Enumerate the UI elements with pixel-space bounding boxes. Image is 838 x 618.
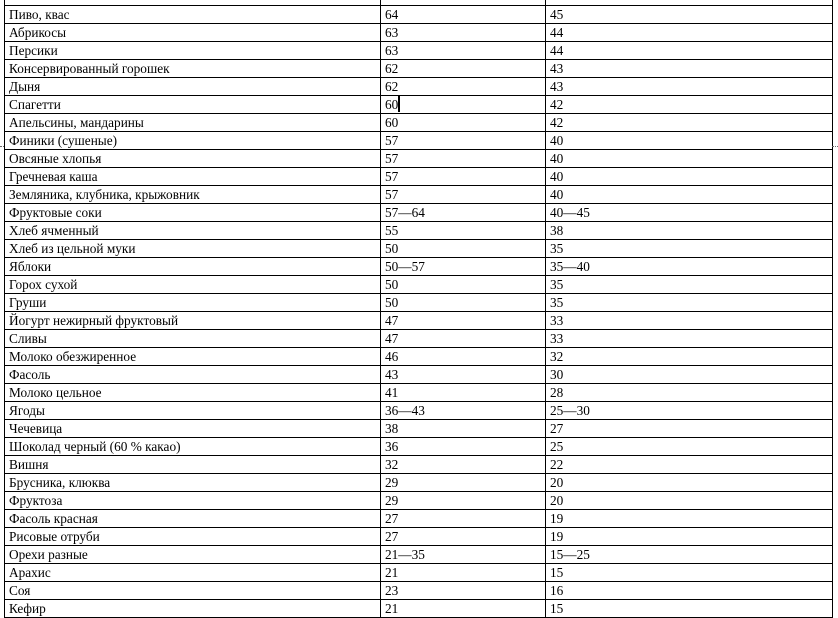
table-row (5, 60, 833, 78)
table-row (5, 510, 833, 528)
product-cell[interactable]: Ягоды (5, 402, 381, 420)
gi-value-cell[interactable]: 50 (381, 294, 546, 312)
gi-value-cell[interactable]: 21—35 (381, 546, 546, 564)
table-row (5, 600, 833, 618)
gl-value-cell[interactable]: 40—45 (546, 204, 833, 222)
gi-value-cell[interactable]: 64 (381, 6, 546, 24)
product-cell[interactable]: Консервированный горошек (5, 60, 381, 78)
gl-value-cell[interactable]: 45 (546, 6, 833, 24)
product-cell[interactable]: Персики (5, 42, 381, 60)
gl-value-cell[interactable]: 15 (546, 564, 833, 582)
gi-value-cell[interactable]: 27 (381, 510, 546, 528)
table-row (5, 240, 833, 258)
gl-value-cell[interactable]: 40 (546, 132, 833, 150)
gl-value-cell[interactable]: 19 (546, 528, 833, 546)
table-row (5, 420, 833, 438)
gi-value-cell[interactable]: 57 (381, 150, 546, 168)
table-row (5, 186, 833, 204)
gi-value-cell[interactable]: 38 (381, 420, 546, 438)
table-row (5, 96, 833, 114)
table-row (5, 474, 833, 492)
gl-value-cell[interactable]: 35—40 (546, 258, 833, 276)
product-cell[interactable]: Финики (сушеные) (5, 132, 381, 150)
page-margin-marker-right (832, 146, 838, 147)
gl-value-cell[interactable]: 35 (546, 294, 833, 312)
product-cell[interactable]: Груши (5, 294, 381, 312)
gi-value-cell[interactable]: 46 (381, 348, 546, 366)
product-cell[interactable]: Апельсины, мандарины (5, 114, 381, 132)
gl-value-cell[interactable]: 33 (546, 330, 833, 348)
gi-value-cell[interactable]: 27 (381, 528, 546, 546)
product-cell[interactable]: Молоко обезжиренное (5, 348, 381, 366)
gl-value-cell[interactable]: 40 (546, 168, 833, 186)
gl-value-cell[interactable]: 43 (546, 78, 833, 96)
product-cell[interactable]: Фасоль красная (5, 510, 381, 528)
product-cell[interactable]: Молоко цельное (5, 384, 381, 402)
gl-value-cell[interactable]: 43 (546, 60, 833, 78)
gi-value-cell[interactable]: 43 (381, 366, 546, 384)
table-row (5, 168, 833, 186)
product-cell[interactable]: Хлеб ячменный (5, 222, 381, 240)
table-row (5, 204, 833, 222)
gl-value-cell[interactable]: 32 (546, 348, 833, 366)
gi-value-cell[interactable]: 32 (381, 456, 546, 474)
product-cell[interactable]: Пиво, квас (5, 6, 381, 24)
gl-value-cell[interactable]: 28 (546, 384, 833, 402)
table-row (5, 276, 833, 294)
gl-value-cell[interactable]: 20 (546, 474, 833, 492)
table-row (5, 114, 833, 132)
product-cell[interactable]: Рисовые отруби (5, 528, 381, 546)
gl-value-cell[interactable]: 33 (546, 312, 833, 330)
gi-value-cell[interactable]: 50 (381, 240, 546, 258)
gi-value-cell[interactable]: 57 (381, 132, 546, 150)
product-cell[interactable]: Овсяные хлопья (5, 150, 381, 168)
gl-value-cell[interactable]: 15 (546, 600, 833, 618)
table-row (5, 312, 833, 330)
gl-value-cell[interactable]: 25—30 (546, 402, 833, 420)
gi-value-cell[interactable]: 62 (381, 60, 546, 78)
gi-value-cell[interactable]: 63 (381, 42, 546, 60)
table-row (5, 294, 833, 312)
gl-value-cell[interactable]: 25 (546, 438, 833, 456)
table-row (5, 42, 833, 60)
product-cell[interactable]: Шоколад черный (60 % какао) (5, 438, 381, 456)
gl-value-cell[interactable]: 42 (546, 96, 833, 114)
table-row (5, 582, 833, 600)
gi-value-cell[interactable]: 29 (381, 474, 546, 492)
gi-value-cell[interactable]: 21 (381, 600, 546, 618)
table-row (5, 456, 833, 474)
product-cell[interactable]: Арахис (5, 564, 381, 582)
table-row (5, 78, 833, 96)
gi-value-cell[interactable]: 41 (381, 384, 546, 402)
product-cell[interactable]: Фруктовые соки (5, 204, 381, 222)
gl-value-cell[interactable]: 44 (546, 42, 833, 60)
gi-value-cell[interactable]: 60 (381, 96, 546, 114)
product-cell[interactable]: Горох сухой (5, 276, 381, 294)
gi-value-cell[interactable]: 29 (381, 492, 546, 510)
table-row (5, 528, 833, 546)
product-cell[interactable]: Чечевица (5, 420, 381, 438)
table-row (5, 222, 833, 240)
gl-value-cell[interactable]: 30 (546, 366, 833, 384)
gi-value-cell[interactable]: 57 (381, 168, 546, 186)
gi-value-cell[interactable]: 47 (381, 312, 546, 330)
gl-value-cell[interactable]: 40 (546, 186, 833, 204)
gi-value-cell[interactable]: 36—43 (381, 402, 546, 420)
gl-value-cell[interactable]: 27 (546, 420, 833, 438)
table-row (5, 438, 833, 456)
table-row (5, 564, 833, 582)
gi-value-cell[interactable]: 50—57 (381, 258, 546, 276)
table-row (5, 402, 833, 420)
gl-value-cell[interactable]: 42 (546, 114, 833, 132)
gi-value-cell[interactable]: 57 (381, 186, 546, 204)
gi-value-cell[interactable]: 60 (381, 114, 546, 132)
gi-value-cell[interactable]: 50 (381, 276, 546, 294)
product-cell[interactable]: Вишня (5, 456, 381, 474)
gl-value-cell[interactable]: 16 (546, 582, 833, 600)
page-margin-marker-left (0, 146, 4, 147)
product-cell[interactable]: Йогурт нежирный фруктовый (5, 312, 381, 330)
gl-value-cell[interactable]: 38 (546, 222, 833, 240)
glycemic-index-table (4, 0, 833, 618)
gl-value-cell[interactable]: 15—25 (546, 546, 833, 564)
product-cell[interactable]: Земляника, клубника, крыжовник (5, 186, 381, 204)
product-cell[interactable]: Брусника, клюква (5, 474, 381, 492)
table-body (5, 0, 833, 618)
table-row (5, 150, 833, 168)
product-cell[interactable]: Хлеб из цельной муки (5, 240, 381, 258)
gl-value-cell[interactable]: 35 (546, 240, 833, 258)
table-row (5, 24, 833, 42)
gl-value-cell[interactable]: 44 (546, 24, 833, 42)
gi-value-cell[interactable]: 47 (381, 330, 546, 348)
product-cell[interactable]: Яблоки (5, 258, 381, 276)
table-row (5, 258, 833, 276)
product-cell[interactable]: Фруктоза (5, 492, 381, 510)
table-row (5, 132, 833, 150)
product-cell[interactable]: Абрикосы (5, 24, 381, 42)
table-row (5, 546, 833, 564)
gl-value-cell[interactable]: 35 (546, 276, 833, 294)
product-cell[interactable]: Фасоль (5, 366, 381, 384)
gi-value-cell[interactable]: 21 (381, 564, 546, 582)
gi-value-cell[interactable]: 23 (381, 582, 546, 600)
product-cell[interactable]: Сливы (5, 330, 381, 348)
gi-value-cell[interactable]: 55 (381, 222, 546, 240)
table-row (5, 366, 833, 384)
gl-value-cell[interactable]: 19 (546, 510, 833, 528)
product-cell[interactable]: Спагетти (5, 96, 381, 114)
product-cell[interactable]: Соя (5, 582, 381, 600)
product-cell[interactable]: Гречневая каша (5, 168, 381, 186)
gi-value-cell[interactable]: 63 (381, 24, 546, 42)
text-cursor (398, 96, 400, 112)
product-cell[interactable]: Кефир (5, 600, 381, 618)
product-cell[interactable]: Орехи разные (5, 546, 381, 564)
gi-value-cell[interactable]: 57—64 (381, 204, 546, 222)
table-row (5, 6, 833, 24)
gl-value-cell[interactable]: 22 (546, 456, 833, 474)
gi-value-cell[interactable]: 62 (381, 78, 546, 96)
table-row (5, 384, 833, 402)
gl-value-cell[interactable]: 40 (546, 150, 833, 168)
product-cell[interactable]: Дыня (5, 78, 381, 96)
table-row (5, 492, 833, 510)
gi-value-cell[interactable]: 36 (381, 438, 546, 456)
table-row (5, 330, 833, 348)
table-row (5, 348, 833, 366)
gl-value-cell[interactable]: 20 (546, 492, 833, 510)
